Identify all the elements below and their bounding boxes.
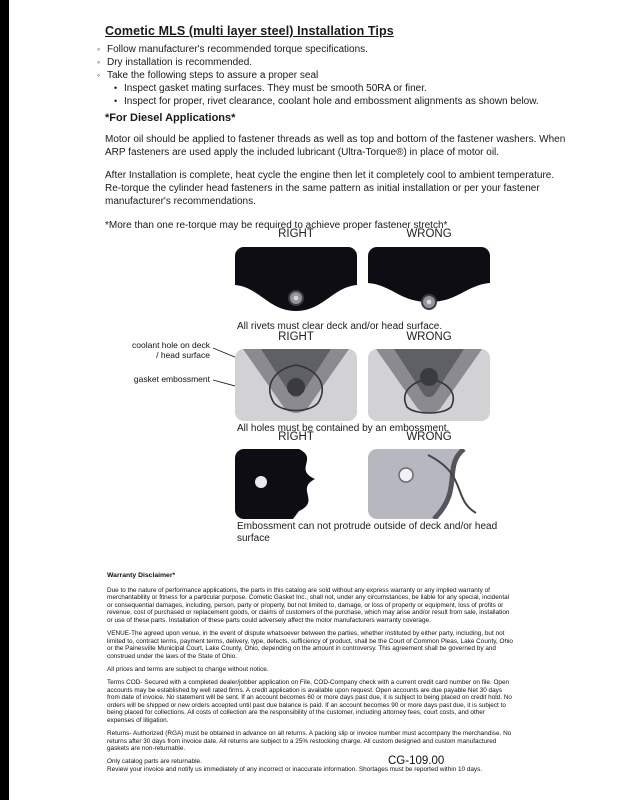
tip-subitem: • Inspect gasket mating surfaces. They must be smooth 50RA or finer. (114, 82, 575, 95)
tip-item: ◦ Follow manufacturer's recommended torque specifications. (97, 43, 575, 56)
right-label: RIGHT (278, 228, 314, 240)
warranty-paragraph: Returns- Authorized (RGA) must be obtained in advance on all returns. A packing slip or invoice number must accompany the merchandise. No returns after 30 days from invoice date. All returns are subject to a 25% restocking charge. All custom designed and custom manufactured gaskets are non-returnable. (107, 730, 512, 753)
tip-subitem: • Inspect for proper, rivet clearance, coolant hole and embossment alignments as shown below. (114, 95, 575, 108)
deck-edge-right-diagram (235, 449, 357, 519)
diagram-caption: Embossment can not protrude outside of deck and/or head surface (237, 521, 498, 544)
retorque-note: *More than one re-torque may be required to achieve proper fastener stretch* (105, 219, 448, 231)
page-title: Cometic MLS (multi layer steel) Installation Tips (105, 24, 394, 38)
warranty-paragraph: Review your invoice and notify us immediately of any incorrect or inaccurate information. Shortages must be reported within 10 days. (107, 765, 483, 773)
right-label: RIGHT (278, 431, 314, 443)
diesel-applications-section (105, 112, 573, 244)
coolant-hole-callout: coolant hole on deck / head surface (132, 340, 210, 360)
page-edge-bar (0, 0, 9, 800)
embossment-wrong-diagram (368, 349, 490, 421)
diagram-caption: All rivets must clear deck and/or head surface. (237, 321, 443, 332)
deck-edge-wrong-diagram (368, 449, 490, 519)
installation-tips-list (97, 43, 575, 108)
page-number: CG-109.00 (388, 755, 445, 767)
warranty-paragraph: VENUE-The agreed upon venue, in the event of dispute whatsoever between the parties, whether instituted by either party, including, but not limited to, contract terms, payment terms, delivery, type, defects, sufficiency of product, shall be the Court of Common Pleas, Lake County, Ohio or the Painesville Municipal Court, Lake County, Ohio, depending on the amount in controversy. This agreement shall be governed by and construed under the laws of the State of Ohio. (107, 630, 513, 660)
diesel-paragraph: After Installation is complete, heat cycle the engine then let it completely cool to ambient temperature. Re-torque the cylinder head fasteners in the same pattern as initial installation or per your fastener manufacturer's recommendations. (105, 170, 555, 207)
diesel-applications-heading: *For Diesel Applications* (105, 112, 236, 124)
embossment-right-diagram (235, 349, 357, 421)
warranty-paragraph: Terms COD- Secured with a completed dealer/jobber application on File, COD-Company check with a current credit card number on file. Open accounts may be established by well rated firms. A credit application is available upon request. Open accounts are due payable Net 30 days from date of invoice. No statement will be sent. If an account becomes 60 or more days past due, it is subject to being placed on credit hold. No orders will be shipped or new orders accepted until past due balance is paid. If an account becomes 90 or more days past due, it is subject to being placed for collections. All costs of collection are the responsibility of the customer, including attorney fees, court costs, and other expenses of litigation. (107, 679, 512, 724)
tip-item: ◦ Take the following steps to assure a proper seal (97, 69, 575, 82)
diesel-paragraph: Motor oil should be applied to fastener threads as well as top and bottom of the fastener washers. When ARP fasteners are used apply the included lubricant (Ultra-Torque®) in place of motor oil. (105, 133, 566, 158)
rivet-right-diagram (235, 247, 357, 319)
diagram-section (105, 228, 583, 563)
rivet-wrong-diagram (368, 247, 490, 319)
tip-item: ◦ Dry installation is recommended. (97, 56, 575, 69)
diagram-caption: All holes must be contained by an embossment. (237, 423, 450, 434)
gasket-embossment-callout: gasket embossment (133, 374, 210, 384)
warranty-disclaimer-section (107, 572, 514, 779)
warranty-paragraph: All prices and terms are subject to change without notice. (107, 665, 269, 673)
wrong-label: WRONG (406, 431, 452, 443)
wrong-label: WRONG (406, 331, 452, 343)
warranty-paragraph: Only catalog parts are returnable. (107, 758, 202, 766)
right-label: RIGHT (278, 331, 314, 343)
warranty-paragraph: Due to the nature of performance applications, the parts in this catalog are sold without any express warranty or any implied warranty of merchantability or fitness for a particular purpose. Cometic Gasket Inc., shall not, under any circumstances, be liable for any special, incidental or consequential damages, including, person, party or property, but not limited to, damage, or loss of property or equipment, loss of profits or revenue, cost of purchased or replacement goods, or claims of customers of the purchase, which may arise and/or result from sale, installation or use of these parts. Installation of these parts could adversely affect the motor manufacturers warranty coverage. (107, 586, 510, 624)
warranty-heading: Warranty Disclaimer* (107, 572, 176, 579)
wrong-label: WRONG (406, 228, 452, 240)
